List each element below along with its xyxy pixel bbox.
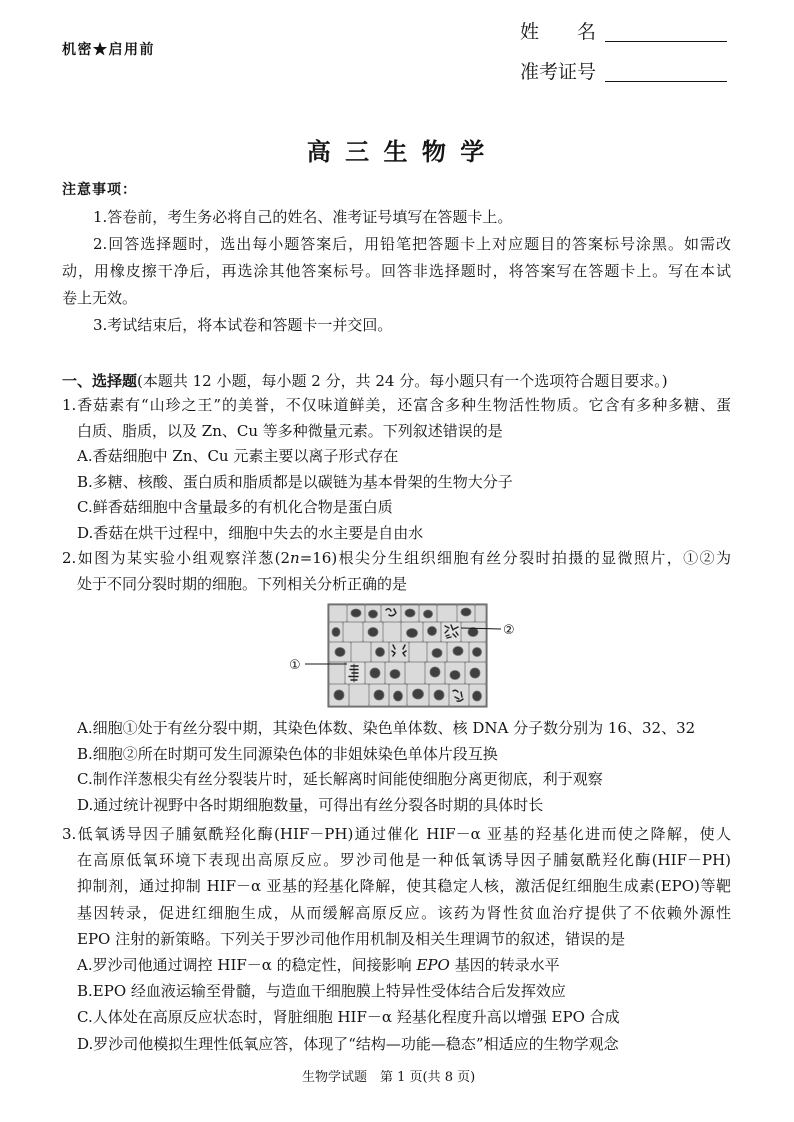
exam-number-blank-line bbox=[605, 81, 727, 82]
question-3-stem-line-5: EPO 注射的新策略。下列关于罗沙司他作用机制及相关生理调节的叙述，错误的是 bbox=[77, 929, 626, 948]
section-note: (本题共 12 小题，每小题 2 分，共 24 分。每小题只有一个选项符合题目要求。) bbox=[137, 372, 668, 390]
cell bbox=[437, 605, 457, 622]
question-1-stem-line-2: 白质、脂质，以及 Zn、Cu 等多种微量元素。下列叙述错误的是 bbox=[77, 421, 503, 440]
cell bbox=[349, 684, 369, 706]
question-2-option-d: D.通过统计视野中各时期细胞数量，可得出有丝分裂各时期的具体时长 bbox=[77, 795, 544, 814]
question-3-stem-line-4: 基因转录，促进红细胞生成，从而缓解高原反应。该药为肾性贫血治疗提供了不依赖外源性 bbox=[77, 903, 731, 922]
question-2-option-a: A.细胞①处于有丝分裂中期，其染色体数、染色单体数、核 DNA 分子数分别为 16、32、32 bbox=[77, 719, 696, 737]
question-2-stem-text-a: 2.如图为某实验小组观察洋葱(2 bbox=[62, 549, 291, 567]
question-3-stem-line-1: 3.低氧诱导因子脯氨酰羟化酶(HIF－PH)通过催化 HIF－α 亚基的羟基化进而使之降解，使人 bbox=[62, 825, 731, 843]
question-3-option-a-italic-gene: EPO bbox=[416, 955, 450, 974]
question-1-option-a: A.香菇细胞中 Zn、Cu 元素主要以离子形式存在 bbox=[77, 447, 399, 465]
confidential-label: 机密★启用前 bbox=[62, 42, 155, 58]
cell-grid bbox=[329, 605, 486, 706]
nucleus bbox=[473, 648, 482, 657]
nucleus bbox=[335, 648, 345, 657]
question-3-stem-line-2: 在高原低氧环境下表现出高原反应。罗沙司他是一种低氧诱导因子脯氨酰羟化酶(HIF－PH) bbox=[77, 851, 731, 870]
notice-item-2-line-3: 卷上无效。 bbox=[62, 289, 138, 307]
exam-number-field-label: 准考证号 bbox=[520, 61, 597, 83]
cell bbox=[351, 642, 371, 662]
cell bbox=[343, 622, 363, 642]
question-2-stem-text-b: =16)根尖分生组织细胞有丝分裂时拍摄的显微照片，①②为 bbox=[299, 549, 731, 567]
notice-item-1: 1.答卷前，考生务必将自己的姓名、准考证号填写在答题卡上。 bbox=[93, 208, 513, 226]
question-2-option-c: C.制作洋葱根尖有丝分裂装片时，延长解离时间能使细胞分离更彻底，利于观察 bbox=[77, 770, 603, 789]
cell bbox=[405, 662, 425, 684]
nucleus bbox=[413, 689, 424, 699]
question-3-option-c: C.人体处在高原反应状态时，肾脏细胞 HIF－α 羟基化程度升高以增强 EPO 合成 bbox=[77, 1008, 620, 1027]
notice-item-2-line-2: 动，用橡皮擦干净后，再选涂其他答案标号。回答非选择题时，将答案写在答题卡上。写在本试 bbox=[62, 262, 731, 280]
micrograph-figure bbox=[285, 600, 525, 712]
name-field-label: 姓 名 bbox=[520, 21, 597, 43]
nucleus bbox=[453, 647, 463, 656]
question-3-option-a bbox=[62, 952, 731, 978]
chromosome bbox=[461, 692, 462, 697]
nucleus bbox=[332, 628, 340, 637]
nucleus bbox=[351, 609, 361, 617]
section-label: 一、选择题 bbox=[62, 372, 138, 390]
nucleus bbox=[432, 649, 442, 658]
nucleus bbox=[430, 667, 440, 677]
question-3 bbox=[62, 821, 731, 1057]
cell bbox=[389, 642, 409, 662]
nucleus bbox=[407, 629, 418, 638]
nucleus bbox=[428, 627, 437, 636]
nucleus bbox=[376, 648, 385, 657]
notice-item-2-line-1: 2.回答选择题时，选出每小题答案后，用铅笔把答题卡上对应题目的答案标号涂黑。如需改 bbox=[93, 235, 731, 253]
chromosome bbox=[446, 635, 449, 636]
section-heading bbox=[62, 368, 731, 394]
nucleus bbox=[334, 690, 344, 700]
nucleus bbox=[394, 691, 403, 701]
question-2-stem-line-2: 处于不同分裂时期的细胞。下列相关分析正确的是 bbox=[77, 574, 408, 593]
cell bbox=[409, 642, 427, 662]
cell bbox=[381, 605, 401, 622]
nucleus bbox=[434, 690, 444, 700]
nucleus bbox=[470, 668, 480, 678]
label-1: ① bbox=[289, 658, 301, 673]
nucleus bbox=[461, 608, 471, 616]
question-3-option-a-text-a: A.罗沙司他通过调控 HIF－α 的稳定性，间接影响 bbox=[77, 955, 417, 974]
question-2-stem-line-1 bbox=[62, 546, 731, 572]
page-footer: 生物学试题 第 1 页(共 8 页) bbox=[302, 1070, 476, 1085]
notice-heading: 注意事项： bbox=[62, 182, 137, 198]
nucleus bbox=[368, 628, 378, 637]
nucleus bbox=[369, 610, 378, 618]
micrograph-photo bbox=[328, 604, 487, 707]
notice-item-3: 3.考试结束后，将本试卷和答题卡一并交回。 bbox=[93, 316, 393, 334]
nucleus bbox=[370, 668, 380, 678]
cell bbox=[383, 622, 401, 642]
question-3-stem-line-3: 抑制剂，通过抑制 HIF－α 亚基的羟基化降解，使其稳定人核，激活促红细胞生成素(EPO)等靶 bbox=[77, 877, 731, 896]
questions-1-2 bbox=[62, 393, 731, 597]
question-1-option-b: B.多糖、核酸、蛋白质和脂质都是以碳链为基本骨架的生物大分子 bbox=[77, 472, 513, 491]
label-2: ② bbox=[503, 623, 515, 638]
cell bbox=[475, 605, 486, 622]
cell bbox=[329, 605, 347, 622]
question-1-stem-line-1: 1.香菇素有“山珍之王”的美誉，不仅味道鲜美，还富含多种生物活性物质。它含有多种多糖、蛋 bbox=[62, 396, 731, 414]
question-3-option-d: D.罗沙司他模拟生理性低氧应答，体现了“结构—功能—稳态”相适应的生物学观念 bbox=[77, 1034, 619, 1053]
nucleus bbox=[473, 691, 482, 701]
chromosome bbox=[447, 637, 451, 638]
cell bbox=[449, 684, 469, 706]
nucleus bbox=[390, 670, 400, 679]
question-3-option-b: B.EPO 经血液运输至骨髓，与造血干细胞膜上特异性受体结合后发挥效应 bbox=[77, 982, 566, 1001]
question-2-options bbox=[62, 716, 731, 818]
page-title: 高 三 生 物 学 bbox=[306, 137, 488, 166]
question-3-option-a-text-b: 基因的转录水平 bbox=[449, 955, 560, 974]
nucleus bbox=[450, 671, 460, 680]
notice-body bbox=[62, 204, 731, 339]
name-blank-line bbox=[605, 41, 727, 42]
question-2-option-b: B.细胞②所在时期可发生同源染色体的非姐妹染色单体片段互换 bbox=[77, 744, 498, 763]
cell bbox=[329, 662, 345, 684]
question-1-option-d: D.香菇在烘干过程中，细胞中失去的水主要是自由水 bbox=[77, 523, 424, 542]
nucleus bbox=[374, 690, 384, 700]
question-2-stem-italic-n: n bbox=[290, 549, 300, 567]
nucleus bbox=[424, 610, 433, 618]
question-1-option-c: C.鲜香菇细胞中含量最多的有机化合物是蛋白质 bbox=[77, 498, 393, 516]
nucleus bbox=[405, 609, 415, 617]
